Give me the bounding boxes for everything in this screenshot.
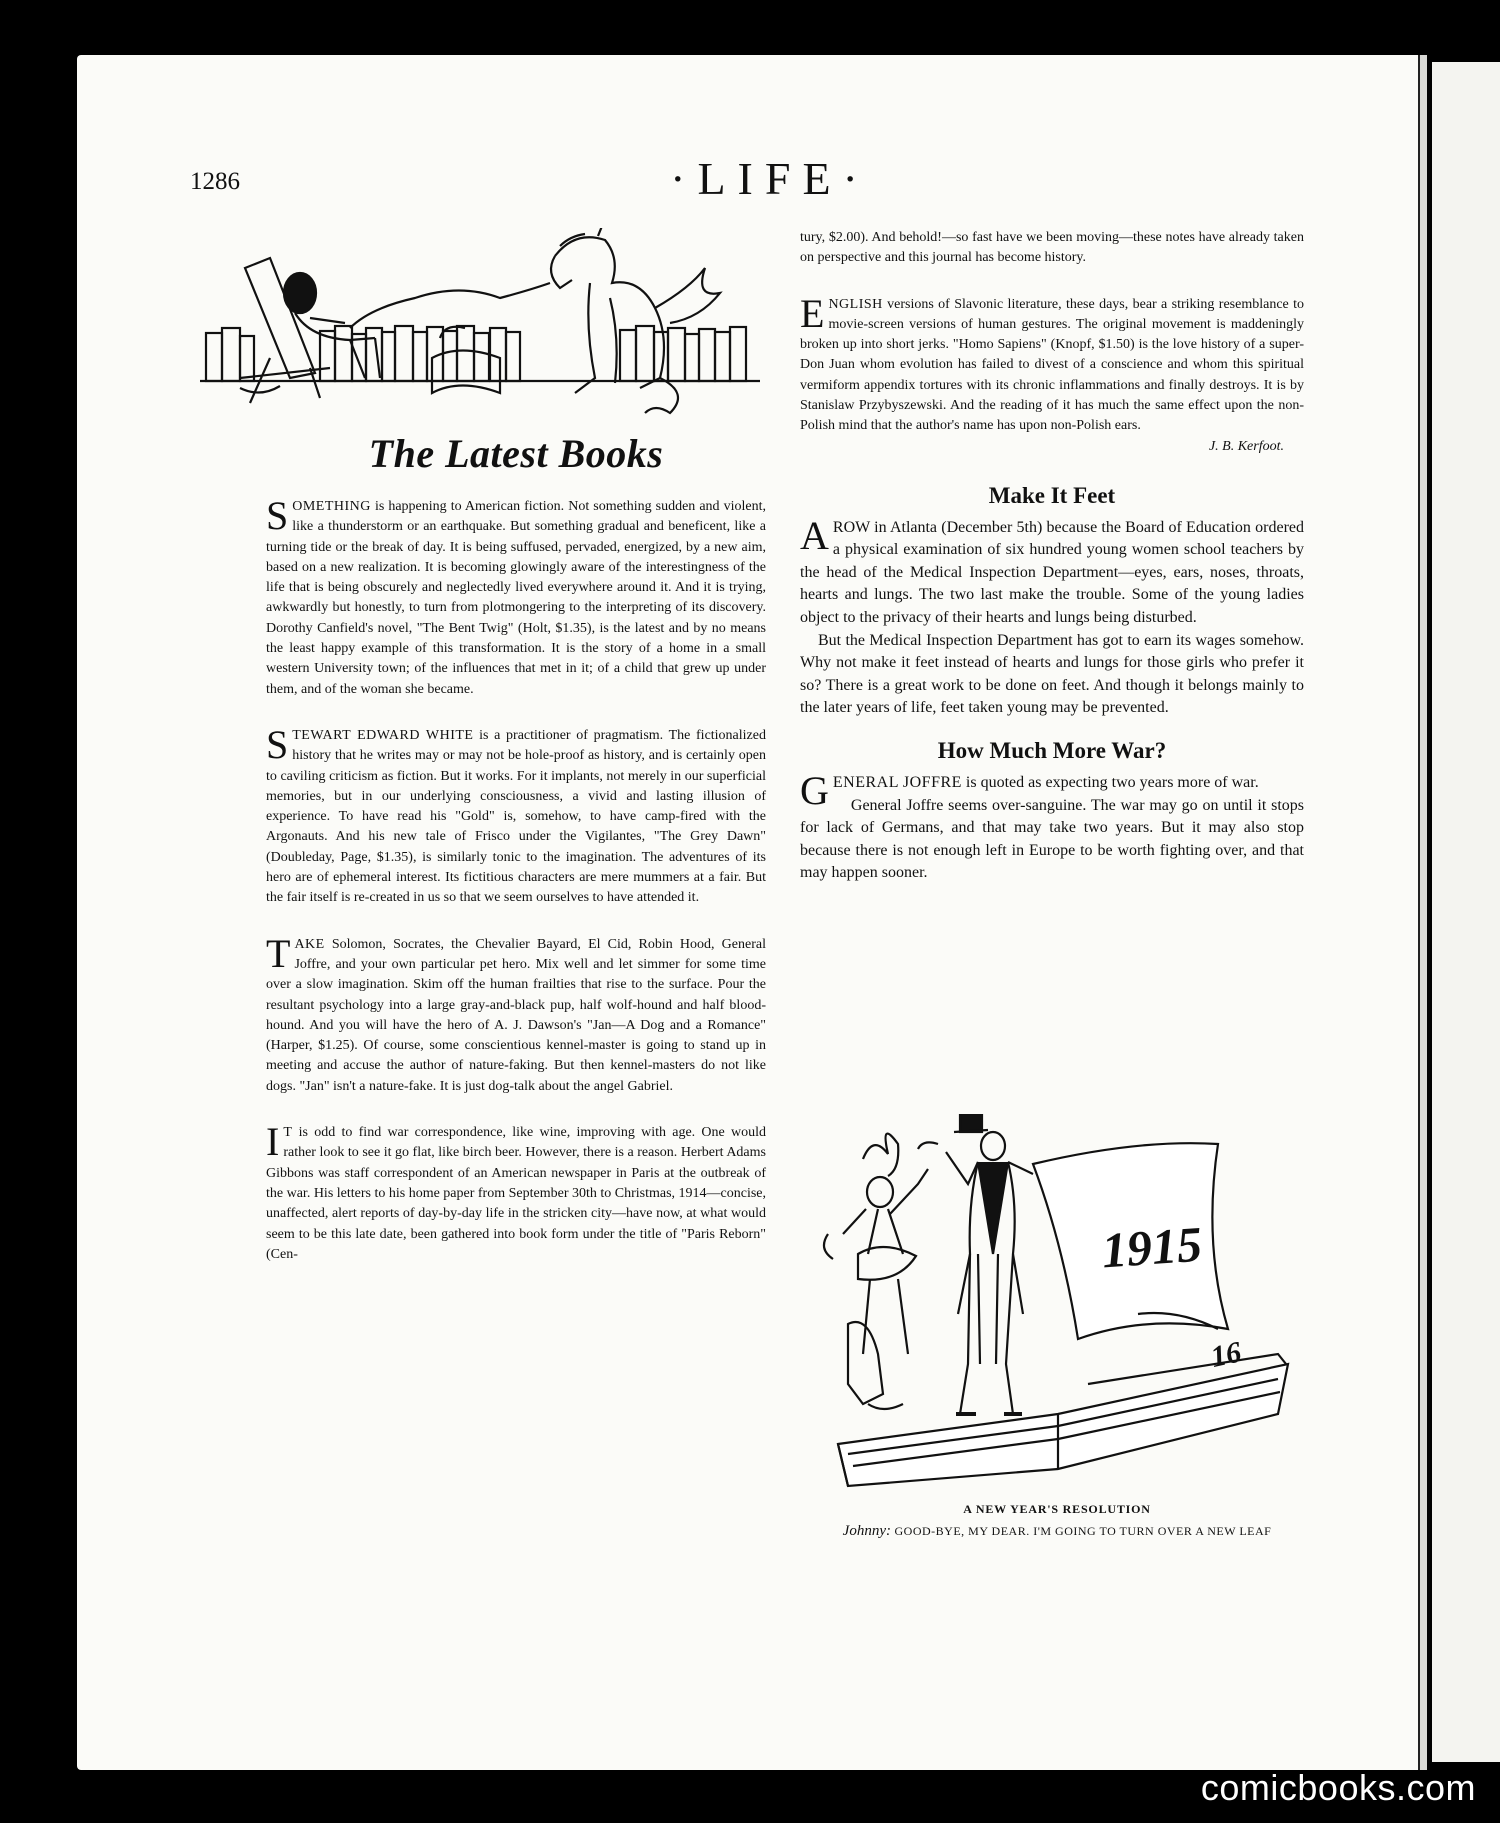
section-title-make-it-feet: Make It Feet: [988, 482, 1116, 508]
article-paragraph-continued: tury, $2.00). And behold!—so fast have we been moving—these notes have already taken on perspective and this journal has become history.: [800, 230, 1304, 266]
article-paragraph: [800, 768, 1304, 814]
article-paragraph: [266, 721, 766, 909]
paragraph-text: is a practitioner of pragmatism. The fictionalized history that he writes may or may not be hole-proof as history, and is certainly open to caviling criticism as fiction. But it works. For it implants, not merely in our superficial memories, but in our underlying consciousness, a vivid and lasting illusion of experience. To have read his "Gold" is, somehow, to have camp-fired with the Argonauts. And his new tale of Frisco under the Vigilantes, "The Grey Dawn" (Doubleday, Page, $1.35), is similarly tonic to the imagination. The adventures of its hero are of ephemeral interest. Its fictitious characters are mere mummers at a fair. But the fair itself is re-created in us so that we seem ourselves to have attended it.: [266, 727, 766, 906]
page-edge: [1418, 55, 1427, 1770]
adjacent-page: [1432, 62, 1500, 1762]
paragraph-text: Solomon, Socrates, the Chevalier Bayard, El Cid, Robin Hood, General Joffre, and your own particular pet hero. Mix well and let simmer for some time over a slow imagination. Skim off the human frailties that rise to the surface. Pour the resultant psychology into a large gray-and-black pup, half wolf-hound and half blood-hound. And you will have the hero of A. J. Dawson's "Jan—A Dog and a Romance" (Harper, $1.25). Of course, some conscientious kennel-master is going to stand up in meeting and accuse the author of nature-faking. But then kennel-masters do not like dogs. "Jan" isn't a nature-fake. It is just dog-talk about the angel Gabriel.: [266, 936, 766, 1094]
drop-cap: S: [266, 493, 289, 538]
article-paragraph: But the Medical Inspection Department has got to earn its wages somehow. Why not make it feet instead of hearts and lungs for those girls who prefer it so? There is a great work to be done on feet. And though it belongs mainly to the later years of life, feet taken young may be prevented.: [800, 631, 1304, 717]
drop-cap: A: [800, 512, 829, 558]
caption-speaker: Johnny:: [842, 1523, 891, 1539]
lead-in: ENERAL JOFFRE: [832, 774, 962, 792]
article-paragraph: General Joffre seems over-sanguine. The war may go on until it stops for lack of Germans, and that may take two years. But it may also stop because there is not enough left in Europe to be worth fighting over, and that may happen sooner.: [800, 796, 1304, 882]
paragraph-text: is odd to find war correspondence, like wine, improving with age. One would rather look to see it go flat, like birch beer. However, there is a reason. Herbert Adams Gibbons was staff correspondent of an American newspaper in Paris at the outbreak of the war. His letters to his home paper from September 30th to Christmas, 1914—concise, unaffected, alert reports of day-by-day life in the stricken city—have now, at what would seem to be this late date, been gathered into book form under the title of "Paris Reborn" (Cen-: [266, 1125, 767, 1262]
section-title-how-much-more-war: How Much More War?: [937, 738, 1167, 764]
drop-cap: T: [266, 930, 291, 976]
lead-in: T: [283, 1125, 293, 1141]
author-signature: J. B. Kerfoot.: [1208, 438, 1284, 454]
man-top-hat: [946, 1114, 1033, 1414]
header-illustration: [200, 228, 760, 428]
lead-in: OMETHING: [292, 499, 371, 514]
drop-cap: G: [800, 768, 829, 814]
new-years-cartoon: [808, 1114, 1306, 1494]
article-paragraph: [266, 930, 766, 1097]
drop-cap: S: [266, 721, 289, 767]
cartoon-caption-title: A NEW YEAR'S RESOLUTION: [963, 1502, 1151, 1516]
article-paragraph: [266, 1119, 767, 1265]
paragraph-text: versions of Slavonic literature, these days, bear a striking resemblance to movie-screen versions of human gestures. The original movement is maddeningly broken up into short jerks. "Homo Sapiens" (Knopf, $1.50) is the love history of a super-Don Juan whom evolution has failed to divest of a conscience and whom this spiritual vermiform appendix tortures with its chronic inflammations and finally destroys. It is by Stanislaw Przybyszewski. And the reading of it has much the same effect upon the non-Polish mind that the author's name has upon non-Polish ears.: [800, 296, 1304, 434]
article-paragraph: [266, 493, 766, 700]
drop-cap: E: [800, 290, 825, 336]
section-title-latest-books: The Latest Books: [368, 431, 664, 476]
lead-in: NGLISH: [828, 296, 883, 312]
cartoon-caption: [808, 1522, 1306, 1540]
winged-horse: [551, 228, 720, 413]
left-column: [266, 430, 766, 1265]
article-paragraph: [800, 512, 1304, 630]
year-1915: 1915: [1099, 1215, 1204, 1279]
masthead: ·LIFE·: [670, 153, 870, 204]
paragraph-text: is quoted as expecting two years more of war.: [961, 774, 1259, 792]
year-16: 16: [1207, 1335, 1245, 1374]
paragraph-text: is happening to American fiction. Not something sudden and violent, like a thunderstorm or an earthquake. But something gradual and beneficent, like a turning tide or the break of day. It is being suffused, pervaded, energized, by a new aim, based on a new realization. It is becoming glowingly aware of the interestingness of the life that is being obscurely and neglectedly lived everywhere around it. And it is trying, awkwardly but honestly, to turn from plotmongering to the interpreting of its discovery. Dorothy Canfield's novel, "The Bent Twig" (Holt, $1.35), is the latest and by no means the least happy example of this transformation. It is the story of a home in a small western University town; of the influences that met in it; of a child that grew up under them, and of the woman she became.: [266, 499, 766, 697]
article-paragraph: [800, 290, 1304, 437]
caption-text: GOOD-BYE, MY DEAR. I'M GOING TO TURN OVER A NEW LEAF: [894, 1524, 1272, 1538]
woman-waving: [843, 1134, 928, 1409]
right-column: [800, 228, 1304, 911]
lead-in: TEWART EDWARD WHITE: [292, 727, 474, 743]
page-number: 1286: [190, 168, 240, 195]
lead-in: AKE: [294, 936, 325, 952]
drop-cap: I: [266, 1119, 280, 1165]
site-watermark: comicbooks.com: [1200, 1767, 1476, 1808]
paragraph-text: ROW in Atlanta (December 5th) because the Board of Education ordered a physical examination of six hundred young women school teachers by the head of the Medical Inspection Department—eyes, ears, noses, throats, hearts and lungs. The two last make the trouble. Some of the young ladies object to the privacy of their hearts and lungs being disturbed.: [800, 518, 1304, 627]
